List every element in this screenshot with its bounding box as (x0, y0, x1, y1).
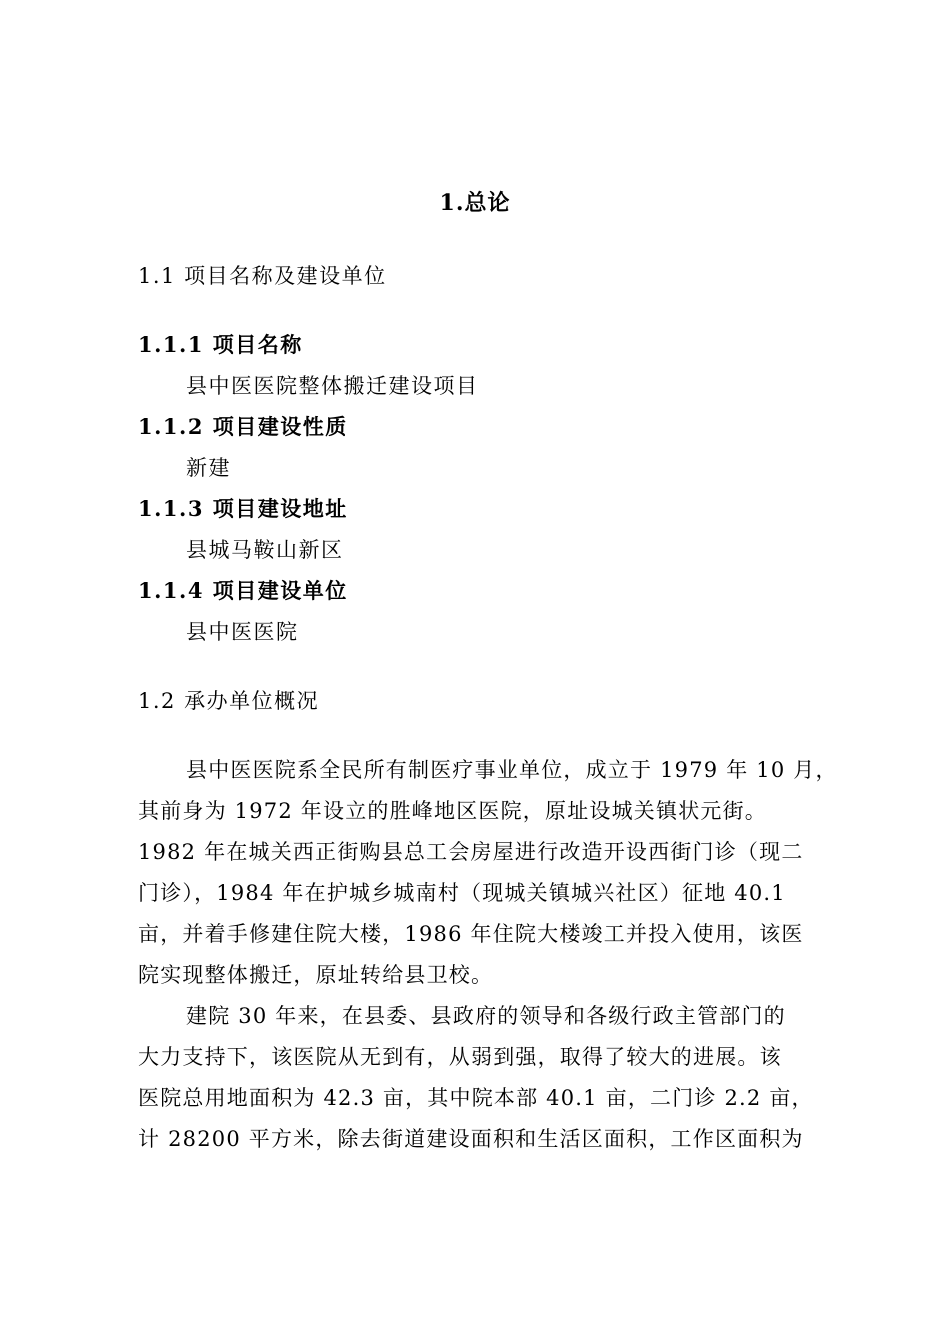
paragraph-line: 其前身为 1972 年设立的胜峰地区医院，原址设城关镇状元街。 (138, 799, 767, 823)
subsection-content-1-1-4: 县中医医院 (186, 620, 299, 644)
paragraph-line: 计 28200 平方米，除去街道建设面积和生活区面积，工作区面积为 (138, 1127, 804, 1151)
subsection-content-1-1-1: 县中医医院整体搬迁建设项目 (186, 374, 479, 398)
paragraph-line: 1982 年在城关西正街购县总工会房屋进行改造开设西街门诊（现二 (138, 840, 804, 864)
paragraph-line: 院实现整体搬迁，原址转给县卫校。 (138, 963, 494, 987)
section-heading-1-2: 1.2 承办单位概况 (138, 689, 320, 713)
paragraph-line: 亩，并着手修建住院大楼，1986 年住院大楼竣工并投入使用，该医 (138, 922, 804, 946)
subsection-heading-1-1-4: 1.1.4 项目建设单位 (138, 578, 348, 603)
subsection-heading-1-1-1: 1.1.1 项目名称 (138, 332, 303, 357)
subsection-content-1-1-2: 新建 (186, 456, 231, 480)
paragraph-line: 大力支持下，该医院从无到有，从弱到强，取得了较大的进展。该 (138, 1045, 782, 1069)
paragraph-line: 建院 30 年来，在县委、县政府的领导和各级行政主管部门的 (186, 1004, 786, 1028)
paragraph-line: 门诊），1984 年在护城乡城南村（现城关镇城兴社区）征地 40.1 (138, 881, 786, 905)
subsection-heading-1-1-3: 1.1.3 项目建设地址 (138, 496, 348, 521)
paragraph-line: 医院总用地面积为 42.3 亩，其中院本部 40.1 亩，二门诊 2.2 亩， (138, 1086, 814, 1110)
section-heading-1-1: 1.1 项目名称及建设单位 (138, 264, 387, 288)
document-title: 1.总论 (439, 190, 511, 216)
subsection-heading-1-1-2: 1.1.2 项目建设性质 (138, 414, 348, 439)
paragraph-line: 县中医医院系全民所有制医疗事业单位，成立于 1979 年 10 月， (186, 758, 838, 782)
subsection-content-1-1-3: 县城马鞍山新区 (186, 538, 344, 562)
